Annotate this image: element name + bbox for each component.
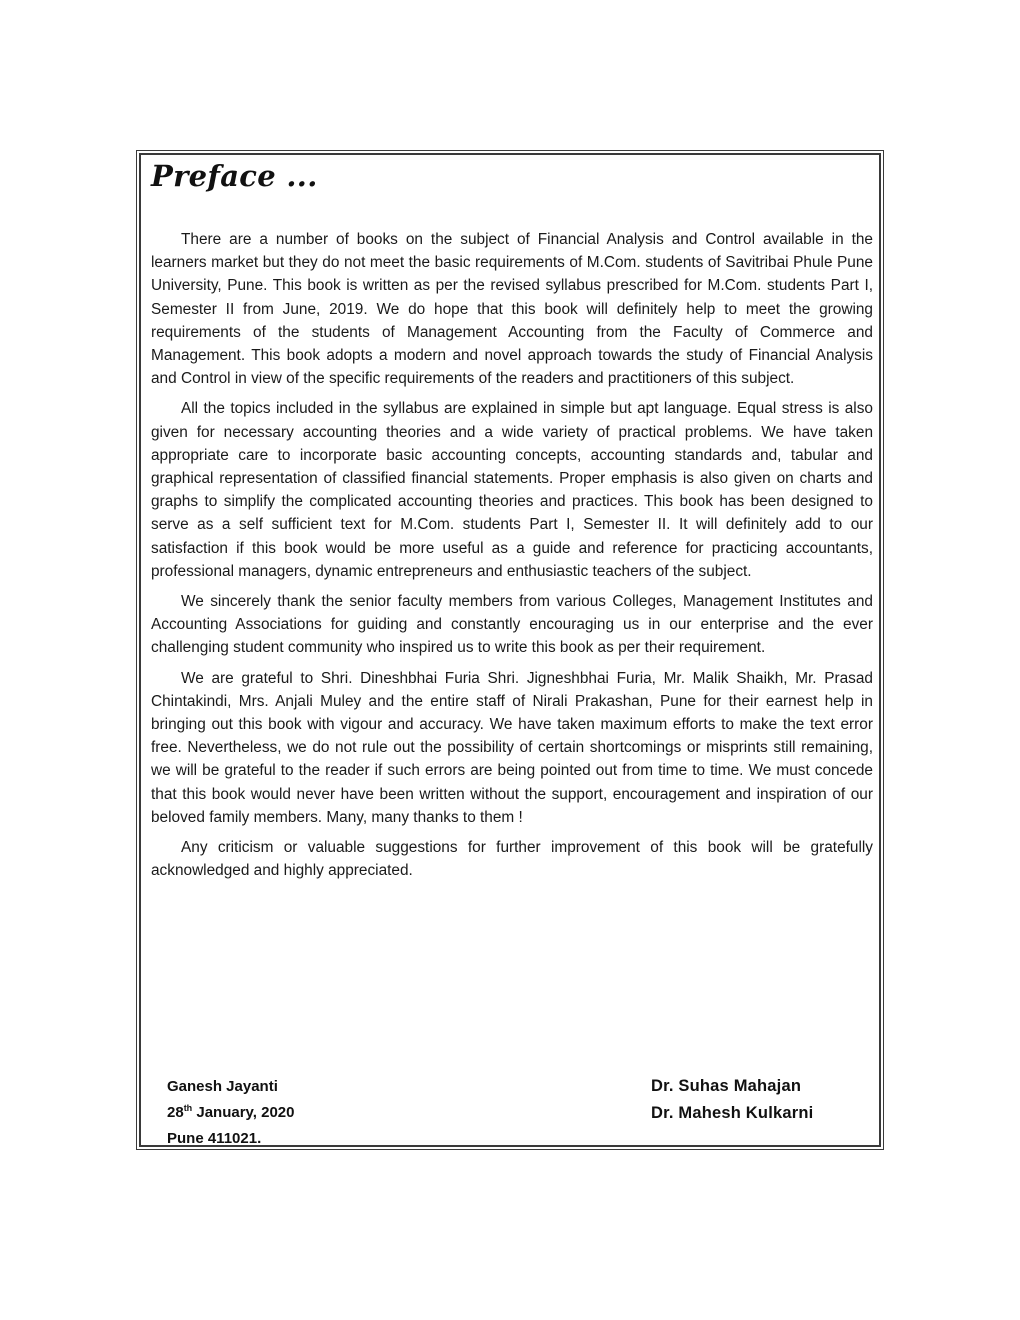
signoff-date-day: 28 <box>167 1104 184 1121</box>
paragraph-2: All the topics included in the syllabus are explained in simple but apt language. Equal stress is also given for necessary accounting theories and a wide variety of practical problems. We have taken appropriate care to incorporate basic accounting concepts, accounting standards and, tabular and graphical representation of classified financial statements. Proper emphasis is also given on charts and graphs to simplify the complicated accounting theories and practices. This book has been designed to serve as a self sufficient text for M.Com. students Part I, Semester II. It will definitely add to our satisfaction if this book would be more useful as a guide and reference for practicing accountants, professional managers, dynamic entrepreneurs and enthusiastic teachers of the subject. <box>151 400 873 580</box>
author-name-2: Dr. Mahesh Kulkarni <box>651 1104 814 1122</box>
paragraph-4: We are grateful to Shri. Dineshbhai Furia Shri. Jigneshbhai Furia, Mr. Malik Shaikh, Mr. Prasad Chintakindi, Mrs. Anjali Muley and the entire staff of Nirali Prakashan, Pune for their earnest help in bringing out this book with vigour and accuracy. We have taken maximum efforts to make the text error free. Nevertheless, we do not rule out the possibility of certain shortcomings or misprints still remaining, we will be grateful to the reader if such errors are being pointed out from time to time. We must concede that this book would never have been written without the support, encouragement and inspiration of our beloved family members. Many, many thanks to them ! <box>151 669 873 826</box>
signoff-date-suffix: th <box>183 1103 193 1113</box>
page-title: Preface ... <box>151 159 318 193</box>
signoff-authors <box>651 1073 813 1127</box>
signoff-date-rest: January, 2020 <box>192 1104 295 1121</box>
signoff-place-date <box>167 1074 294 1152</box>
preface-body <box>151 228 873 889</box>
paragraph-1: There are a number of books on the subject of Financial Analysis and Control available in the learners market but they do not meet the basic requirements of M.Com. students of Savitribai Phule Pune University, Pune. This book is written as per the revised syllabus prescribed for M.Com. students Part I, Semester II from June, 2019. We do hope that this book will definitely help to meet the growing requirements of the students of Management Accounting from the Faculty of Commerce and Management. This book adopts a modern and novel approach towards the study of Financial Analysis and Control in view of the specific requirements of the readers and practitioners of this subject. <box>151 231 873 388</box>
author-name-1: Dr. Suhas Mahajan <box>651 1077 802 1095</box>
signoff-occasion: Ganesh Jayanti <box>167 1078 278 1095</box>
preface-frame-inner <box>139 153 881 1147</box>
preface-frame <box>136 150 884 1150</box>
signoff-date <box>167 1100 294 1126</box>
signoff-place: Pune 411021. <box>167 1130 262 1147</box>
paragraph-3: We sincerely thank the senior faculty members from various Colleges, Management Institutes and Accounting Associations for guiding and constantly encouraging us in our enterprise and the ever challenging student community who inspired us to write this book as per their requirement. <box>151 593 873 657</box>
paragraph-5: Any criticism or valuable suggestions for further improvement of this book will be gratefully acknowledged and highly appreciated. <box>151 839 873 880</box>
